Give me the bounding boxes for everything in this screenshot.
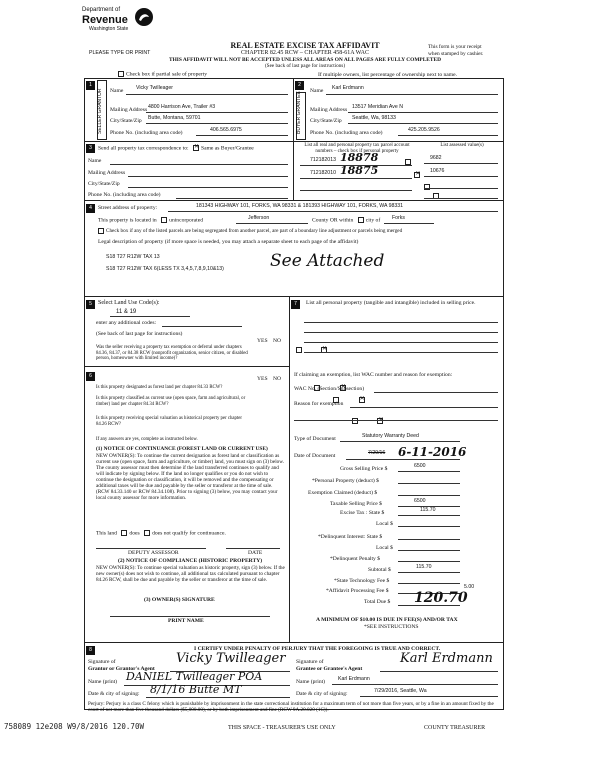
buyer-phone-label: Phone No. (including area code) <box>310 130 383 136</box>
doc-type[interactable]: Statutory Warranty Deed <box>362 433 419 439</box>
tech-fee-label: *State Technology Fee $ <box>334 578 390 584</box>
county-within-row <box>312 217 380 224</box>
buyer-side-label: BUYER GRANTEE <box>296 91 302 134</box>
does-label: does <box>129 530 140 537</box>
dor-dept-line1: Department of <box>82 7 121 13</box>
subtotal-value[interactable]: 115.70 <box>416 564 432 570</box>
forest-q2-no[interactable] <box>359 397 365 403</box>
parcel-2-value[interactable]: 10676 <box>430 168 445 174</box>
street-address[interactable]: 181343 HIGHWAY 101, FORKS, WA 98331 & 181393 HIGHWAY 101, FORKS, WA 98331 <box>196 203 404 209</box>
buyer-mailing[interactable]: 13517 Meridian Ave N <box>352 104 403 110</box>
parcel-1-hand: 18878 <box>340 151 379 164</box>
perjury-notice: Perjury: Perjury is a class C felony which is punishable by imprisonment in the state correctional institution for a maximum term of not more than five years, or by a fine in an amount fixed by the court of not more than five thousand dollars ($5,000.00), or by both imprisonment and fine (RCW 9A.20.020 (1C)). <box>88 701 494 713</box>
same-as-buyer-label: Same as Buyer/Grantee <box>200 145 254 152</box>
unincorporated-checkbox[interactable] <box>161 217 167 223</box>
forest-q3: Is this property receiving special valuation as historical property per chapter 84.26 RCW? <box>96 416 242 427</box>
section-8-badge: 8 <box>86 646 95 655</box>
deputy-assessor-label: DEPUTY ASSESSOR <box>128 550 179 556</box>
seller-mailing[interactable]: 4800 Harrison Ave, Trailer #3 <box>148 104 216 110</box>
street-label: Street address of property: <box>98 205 158 211</box>
legal-line-2[interactable]: S18 T27 R12W TAX 6(LESS TX 3,4,5,7,8,9,10&13) <box>106 266 224 272</box>
affidavit-fee-value[interactable]: 5.00 <box>464 584 475 590</box>
grantee-date[interactable]: 7/29/2016, Seattle, Wa <box>374 688 427 694</box>
buyer-mailing-label: Mailing Address <box>310 107 348 113</box>
parcel-2-number[interactable]: 712182010 <box>310 170 336 176</box>
section-7-badge: 7 <box>291 300 300 309</box>
tax-corr-mailing-label: Mailing Address <box>88 170 126 176</box>
segregated-checkbox[interactable] <box>98 228 104 234</box>
buyer-city[interactable]: Seattle, Wa, 98133 <box>352 115 396 121</box>
land-use-codes[interactable]: 11 & 19 <box>116 309 137 315</box>
seller-phone-label: Phone No. (including area code) <box>110 130 183 136</box>
seller-name[interactable]: Vicky Twilleager <box>136 85 174 91</box>
qualify-row <box>96 530 226 537</box>
owner-signature-label: (3) OWNER(S) SIGNATURE <box>144 597 215 603</box>
dor-dept-line3: Washington State <box>89 26 129 32</box>
total-due-label: Total Due $ <box>364 599 391 605</box>
receipt-line2: when stamped by cashier. <box>428 51 484 57</box>
grantor-date-label: Date & city of signing: <box>88 691 140 697</box>
city-of-label: city of <box>365 217 381 224</box>
land-use-no-header: NO <box>273 338 282 344</box>
does-not-checkbox[interactable] <box>144 530 150 536</box>
forest-q2: Is this property classified as current use (open space, farm and agricultural, or timber) land per chapter 84.34 RCW? <box>96 396 246 407</box>
forest-q1: Is this property designated as forest land per chapter 84.33 RCW? <box>96 385 223 390</box>
form-title: REAL ESTATE EXCISE TAX AFFIDAVIT <box>230 41 380 50</box>
section-4-badge: 4 <box>86 204 95 213</box>
buyer-name-label: Name <box>310 88 324 94</box>
grantee-sig-label1: Signature of <box>296 659 324 665</box>
forest-yes-header: YES <box>257 376 268 382</box>
forest-q3-no[interactable] <box>377 418 383 424</box>
penalty-label: *Delinquent Penalty $ <box>330 556 381 562</box>
delinq-state-label: *Delinquent Interest: State $ <box>318 534 383 540</box>
excise-label: Excise Tax : State $ <box>340 510 385 516</box>
tax-corr-phone-label: Phone No. (including area code) <box>88 192 161 198</box>
exemption-claim-label: If claiming an exemption, list WAC number and reason for exemption: <box>294 372 453 378</box>
exempt-deduct-label: Exemption Claimed (deduct) $ <box>308 490 378 496</box>
land-label: This land <box>96 530 117 537</box>
buyer-city-label: City/State/Zip <box>310 118 342 124</box>
doc-date-typed: 7/29/16 <box>368 450 386 456</box>
wac-label: WAC No. (Section/Subsection) <box>294 386 365 392</box>
doc-date-hand: 6-11-2016 <box>398 445 467 459</box>
subtotal-label: Subtotal $ <box>368 567 391 573</box>
parcel-1-value[interactable]: 9682 <box>430 155 442 161</box>
personal-property-label: List all personal property (tangible and intangible) included in selling price. <box>306 300 476 306</box>
land-use-yes-header: YES <box>257 338 268 344</box>
parcel-header: List all real and personal property tax parcel account numbers – check box if personal property <box>304 143 410 154</box>
certify-statement: I CERTIFY UNDER PENALTY OF PERJURY THAT THE FOREGOING IS TRUE AND CORRECT. <box>194 646 441 652</box>
print-name-label: PRINT NAME <box>168 618 204 624</box>
please-type: PLEASE TYPE OR PRINT <box>89 50 151 56</box>
section-6-badge: 6 <box>86 372 95 381</box>
legal-line-1[interactable]: S18 T27 R12W TAX 13 <box>106 254 160 260</box>
legal-label: Legal description of property (if more space is needed, you may attach a separate sheet to each page of the affidavit) <box>98 239 359 245</box>
exemption-yes-checkbox[interactable] <box>296 347 302 353</box>
section-5-badge: 5 <box>86 300 95 309</box>
seller-side-label: SELLER GRANTOR <box>97 88 103 134</box>
parcel-1-number[interactable]: 712182013 <box>310 157 336 163</box>
county-label: County OR within <box>312 217 354 224</box>
taxable-value[interactable]: 6500 <box>414 498 426 504</box>
form-see-back: (See back of last page for instructions) <box>264 63 346 69</box>
land-use-label: Select Land Use Code(s): <box>98 300 160 306</box>
gross-label: Gross Selling Price $ <box>340 466 388 472</box>
grantee-sig-label2: Grantee or Grantee's Agent <box>296 666 363 672</box>
county-name[interactable]: Jefferson <box>248 215 270 221</box>
partial-sale-checkbox[interactable] <box>118 71 124 77</box>
assessed-header: List assessed value(s) <box>440 143 484 148</box>
segregated-label: Check box if any of the listed parcels are being segregated from another parcel, are part of a boundary line adjustment or parcels being merged <box>106 228 403 235</box>
personal-deduct-label: *Personal Property (deduct) $ <box>312 478 379 484</box>
notice2-body: NEW OWNER(S): To continue special valuation as historic property, sign (3) below. If the new owner(s) does not wish to continue, all additional tax calculated pursuant to chapter 84.26 RCW, shall be due and payable by the seller or transferor at the time of sale. <box>96 565 285 583</box>
tax-corr-send-label: Send all property tax correspondence to: <box>98 145 189 152</box>
grantee-date-label: Date & city of signing: <box>296 691 348 697</box>
forest-q3-yes[interactable] <box>352 418 358 424</box>
tax-corr-city-label: City/State/Zip <box>88 181 120 187</box>
forest-no-header: NO <box>273 376 282 382</box>
local-label: Local $ <box>376 521 393 527</box>
excise-value[interactable]: 115.70 <box>420 507 436 513</box>
receipt-line1: This form is your receipt <box>428 44 482 50</box>
seller-name-label: Name <box>110 88 124 94</box>
section-3-badge: 3 <box>86 144 95 153</box>
multiple-owners-note: If multiple owners, list percentage of ownership next to name. <box>318 72 458 78</box>
exemption-question: Was the seller receiving a property tax exemption or deferral under chapters 84.36, 84.37, or 84.38 RCW (nonprofit organization, senior citizen, or disabled person, homeowner with limited income)? <box>96 345 248 362</box>
form-chapter: CHAPTER 82.45 RCW – CHAPTER 458-61A WAC <box>241 50 369 56</box>
minimum-fee-note: A MINIMUM OF $10.00 IS DUE IN FEE(S) AND/OR TAX <box>316 617 458 623</box>
seller-mailing-label: Mailing Address <box>110 107 148 113</box>
does-not-label: does not qualify for continuance. <box>152 530 226 537</box>
buyer-name[interactable]: Karl Erdmann <box>332 85 364 91</box>
total-due-value[interactable]: 120.70 <box>414 590 468 606</box>
land-use-see-back: (See back of last page for instructions) <box>96 331 183 337</box>
seller-city-label: City/State/Zip <box>110 118 142 124</box>
does-checkbox[interactable] <box>121 530 127 536</box>
treasurer-stamp: 758089 12e208 W9/8/2016 120.70W <box>4 722 144 731</box>
segregated-row <box>98 228 402 235</box>
notice1-title: (1) NOTICE OF CONTINUANCE (FOREST LAND OR CURRENT USE) <box>96 446 268 452</box>
exemption-reason-label: Reason for exemption <box>294 401 344 407</box>
parcel-2-personal-checkbox[interactable] <box>414 172 420 178</box>
partial-sale-row[interactable] <box>118 71 207 78</box>
grantor-signature[interactable]: Vicky Twilleager <box>176 651 286 666</box>
notice1-body: NEW OWNER(S): To continue the current designation as forest land or classification as current use (open space, farm and agriculture, or timber) land, you must sign on (3) below. The county assessor must then determine if the land transferred continues to qualify and will indicate by signing below. If the land no longer qualifies or you do not wish to continue the designation or classification, it will be removed and the compensating or additional taxes will be due and payable by the seller or transferor at the time of sale. (RCW 84.33.140 or RCW 84.34.108). Prior to signing (3) below, you may contact your local county assessor for more information. <box>96 453 284 501</box>
parcel-2-hand: 18875 <box>340 164 379 177</box>
doc-type-label: Type of Document <box>294 436 336 442</box>
gross-value[interactable]: 6500 <box>414 463 426 469</box>
dor-dept-line2: Revenue <box>82 14 128 26</box>
section-1-badge: 1 <box>86 81 95 90</box>
dor-logo-icon <box>134 7 154 27</box>
grantor-name[interactable]: DANIEL Twilleager POA <box>126 670 263 683</box>
grantor-name-label: Name (print) <box>88 679 118 685</box>
same-as-buyer-checkbox[interactable] <box>193 145 199 151</box>
parcel-3-personal-checkbox[interactable] <box>424 184 430 190</box>
located-label: This property is located in <box>98 217 157 224</box>
grantor-date[interactable]: 8/1/16 Butte MT <box>150 683 242 696</box>
county-treasurer-label: COUNTY TREASURER <box>424 725 486 731</box>
treasurer-use-label: THIS SPACE - TREASURER'S USE ONLY <box>228 725 336 731</box>
dor-logo <box>82 7 162 47</box>
grantor-sig-label2: Grantor or Grantor's Agent <box>88 666 155 672</box>
tax-corr-send-row <box>98 145 254 152</box>
form-warning: THIS AFFIDAVIT WILL NOT BE ACCEPTED UNLESS ALL AREAS ON ALL PAGES ARE FULLY COMPLETED <box>168 57 441 63</box>
seller-phone[interactable]: 406.565.6975 <box>210 127 242 133</box>
grantor-sig-label1: Signature of <box>88 659 116 665</box>
buyer-phone[interactable]: 425.205.9526 <box>408 127 440 133</box>
additional-codes-label: enter any additional codes: <box>96 320 157 326</box>
partial-sale-label: Check box if partial sale of property <box>126 71 208 78</box>
forest-if-yes: If any answers are yes, complete as instructed below. <box>96 437 198 442</box>
located-row <box>98 217 203 224</box>
city-name[interactable]: Forks <box>392 215 405 221</box>
see-attached-handwriting: See Attached <box>270 251 385 271</box>
city-checkbox[interactable] <box>358 217 364 223</box>
delinq-local-label: Local $ <box>376 545 393 551</box>
doc-date-label: Date of Document <box>294 453 336 459</box>
taxable-label: Taxable Selling Price $ <box>330 501 382 507</box>
notice2-title: (2) NOTICE OF COMPLIANCE (HISTORIC PROPERTY) <box>118 558 263 564</box>
seller-city[interactable]: Butte, Montana, 59701 <box>148 115 201 121</box>
grantee-name[interactable]: Karl Erdmann <box>338 676 370 682</box>
deputy-date-label: DATE <box>248 550 263 556</box>
grantee-name-label: Name (print) <box>296 679 326 685</box>
grantee-signature[interactable]: Karl Erdmann <box>400 651 493 666</box>
tax-corr-name-label: Name <box>88 158 102 164</box>
unincorporated-label: unincorporated <box>169 217 204 224</box>
section-2-badge: 2 <box>295 81 304 90</box>
see-instructions-note: *SEE INSTRUCTIONS <box>364 624 419 630</box>
affidavit-fee-label: *Affidavit Processing Fee $ <box>326 588 389 594</box>
